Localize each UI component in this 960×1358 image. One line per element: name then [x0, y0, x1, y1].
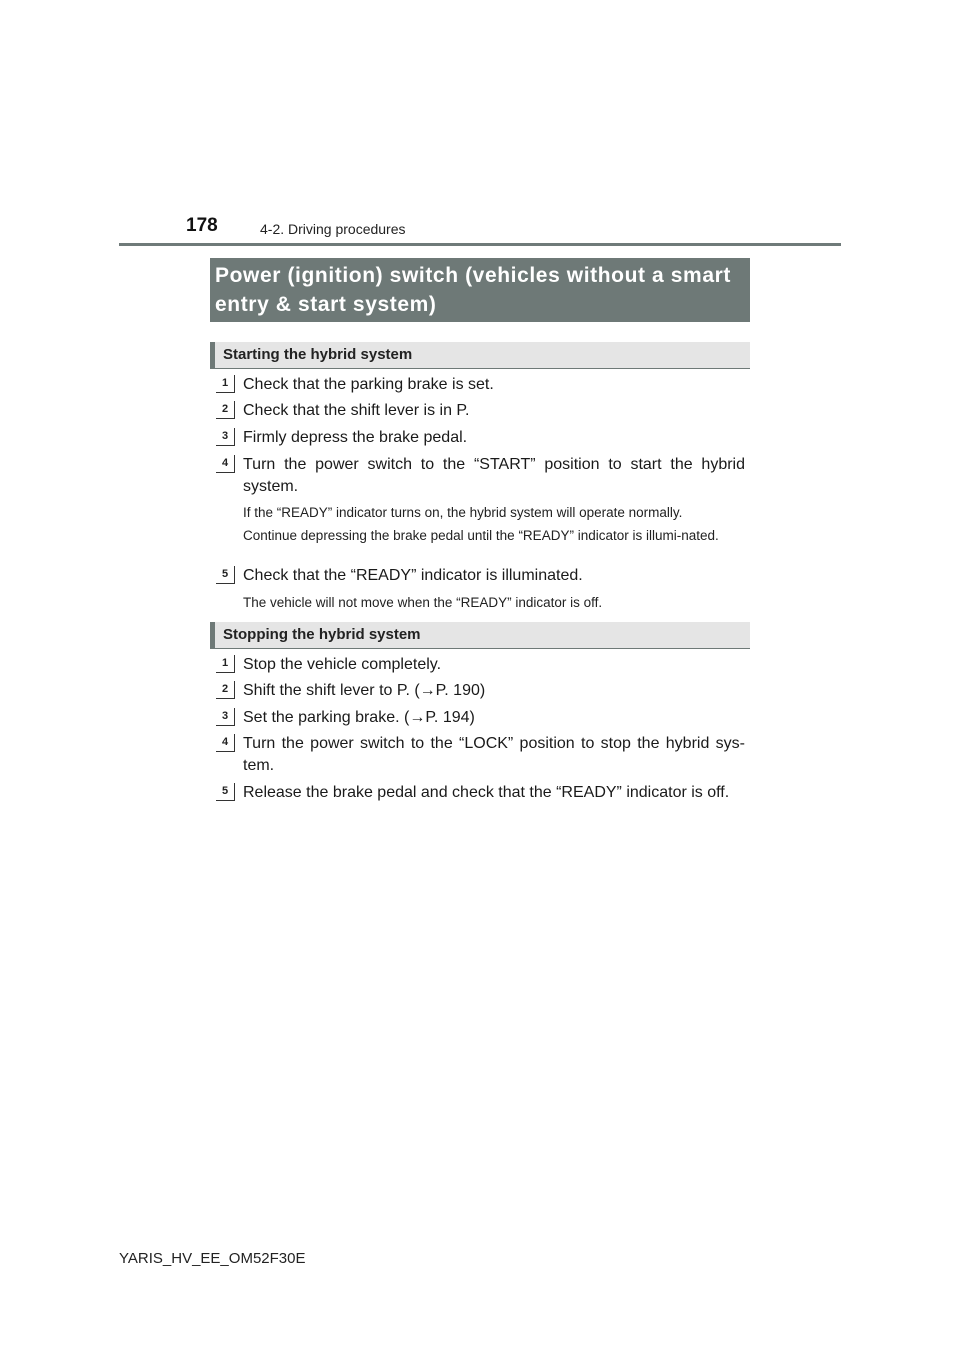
step-number-badge: 2 [216, 681, 235, 699]
section-banner: Power (ignition) switch (vehicles without a smart entry & start system) [210, 258, 750, 322]
step-number-badge: 4 [216, 455, 235, 473]
step-text: Release the brake pedal and check that the “READY” indicator is off. [243, 784, 730, 801]
step-number-badge: 3 [216, 428, 235, 446]
step-number-badge: 2 [216, 401, 235, 419]
document-code: YARIS_HV_EE_OM52F30E [119, 1250, 306, 1267]
page-number: 178 [186, 215, 218, 236]
chapter-title: 4-2. Driving procedures [260, 221, 406, 237]
starting-heading: Starting the hybrid system [210, 342, 750, 369]
step-number-badge: 5 [216, 783, 235, 801]
step-text: Turn the power switch to the “LOCK” position to stop the hybrid sys-tem. [243, 735, 745, 774]
step-text: Set the parking brake. (→P. 194) [243, 709, 475, 726]
step-text: Turn the power switch to the “START” position to start the hybrid system. [243, 456, 745, 495]
step-text: Firmly depress the brake pedal. [243, 429, 468, 446]
step-text: Shift the shift lever to P. (→P. 190) [243, 682, 486, 699]
step-note: The vehicle will not move when the “READY” indicator is off. [243, 595, 603, 610]
stopping-heading: Stopping the hybrid system [210, 622, 750, 649]
step-number-badge: 5 [216, 566, 235, 584]
step-number-badge: 3 [216, 708, 235, 726]
step-number-badge: 1 [216, 655, 235, 673]
step-text: Stop the vehicle completely. [243, 656, 442, 673]
step-text: Check that the shift lever is in P. [243, 402, 470, 419]
step-text: Check that the “READY” indicator is illuminated. [243, 567, 583, 584]
step-note: Continue depressing the brake pedal until the “READY” indicator is illumi-nated. [243, 528, 719, 543]
step-note: If the “READY” indicator turns on, the hybrid system will operate normally. [243, 505, 683, 520]
step-number-badge: 4 [216, 734, 235, 752]
step-text: Check that the parking brake is set. [243, 376, 494, 393]
step-number-badge: 1 [216, 375, 235, 393]
header-rule [119, 243, 841, 246]
